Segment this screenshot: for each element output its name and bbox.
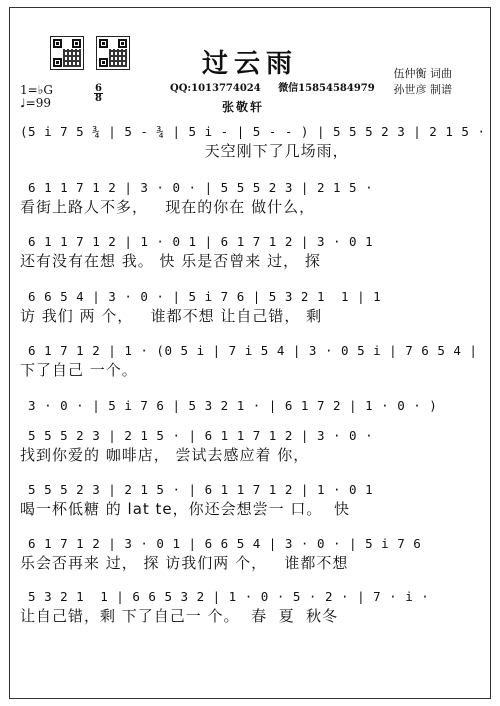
lyrics: 访 我们 两 个， 谁都不想 让自己错， 剩 [20, 307, 323, 325]
notes: 6 1 7 1 2 | 1 · (0 5 i | 7 i 5 4 | 3 · 0 5 i | 7 6 5 4 | [20, 343, 478, 358]
notes: 6 1 7 1 2 | 3 · 0 1 | 6 6 5 4 | 3 · 0 · | 5 i 7 6 [20, 536, 422, 551]
key-tempo [20, 83, 102, 110]
score-line-5 [20, 343, 480, 381]
credits [394, 66, 453, 98]
contact-wechat: 微信15854584979 [278, 83, 375, 94]
contact-info [170, 79, 389, 94]
lyrics: 天空刚下了几场雨， [20, 142, 349, 160]
score-line-1 [20, 124, 486, 162]
composer-line: 孙世彦 制谱 [393, 83, 452, 96]
lyrics: 看街上路人不多， 现在的你在 做什么， [20, 198, 316, 216]
singer-name: 张敬轩 [222, 100, 265, 114]
lyrics: 还有没有在想 我。 快 乐是否曾来 过， 探 [20, 252, 321, 270]
song-title: 过云雨 [201, 49, 298, 79]
notes: 5 3 2 1 1 | 6 6 5 3 2 | 1 · 0 · 5 · 2 · | 7 · i · [20, 589, 430, 604]
notes: 6 1 1 7 1 2 | 3 · 0 · | 5 5 5 2 3 | 2 1 5 · [20, 180, 374, 195]
score-line-4 [20, 289, 480, 327]
notes: 6 1 1 7 1 2 | 1 · 0 1 | 6 1 7 1 2 | 3 · 0 1 [20, 234, 374, 249]
lyrics: 下了自己 一个。 [20, 361, 138, 379]
time-signature: 6 8 [95, 83, 102, 104]
lyrics: 喝一杯低糖 的 lat te，你还会想尝一 口。 快 [20, 500, 350, 518]
score-line-9 [20, 536, 480, 574]
notes: 5 5 5 2 3 | 2 1 5 · | 6 1 1 7 1 2 | 1 · 0 1 [20, 482, 374, 497]
contact-qq: QQ:1013774024 [170, 83, 261, 94]
notes: 6 6 5 4 | 3 · 0 · | 5 i 7 6 | 5 3 2 1 1 | 1 [20, 289, 382, 304]
lyrics: 乐会否再来 过， 探 访我们两 个， 谁都不想 [20, 554, 349, 572]
lyrics: 让自己错，剩 下了自己一 个。 春 夏 秋冬 [20, 607, 339, 625]
notes: 5 5 5 2 3 | 2 1 5 · | 6 1 1 7 1 2 | 3 · 0 · [20, 428, 374, 443]
key-signature: 1=♭G [20, 83, 53, 97]
notes: (5 i 7 5 ¾ | 5 - ¾ | 5 i - | 5 - - ) | 5 5 5 2 3 | 2 1 5 · [20, 124, 486, 139]
tempo-mark: ♩=99 [20, 96, 51, 110]
lyrics: 找到你爱的 咖啡店， 尝试去感应着 你， [20, 446, 310, 464]
score-line-7 [20, 428, 480, 466]
score-line-8 [20, 482, 480, 520]
score-line-10 [20, 589, 480, 627]
notes: 3 · 0 · | 5 i 7 6 | 5 3 2 1 · | 6 1 7 2 | 1 · 0 · ) [20, 398, 438, 413]
lyricist-line: 伍仲衡 词曲 [393, 67, 452, 80]
score-line-2 [20, 180, 480, 218]
score-line-3 [20, 234, 480, 272]
